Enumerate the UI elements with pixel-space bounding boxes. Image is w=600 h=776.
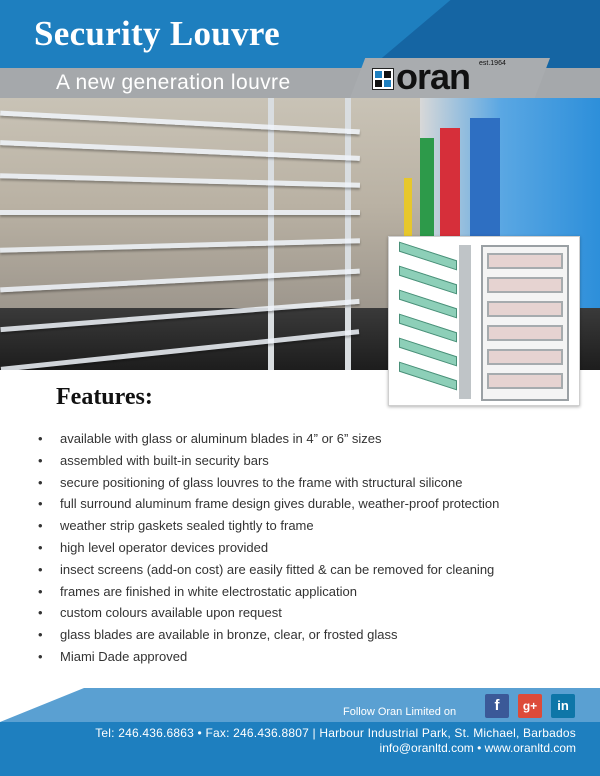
page-subtitle: A new generation louvre	[56, 71, 291, 94]
feature-item: • full surround aluminum frame design gives durable, weather-proof protection	[38, 493, 578, 515]
footer-band-light	[0, 688, 600, 722]
louvre-slat	[0, 238, 360, 252]
louvre-slat	[0, 140, 360, 161]
page-title: Security Louvre	[34, 14, 280, 53]
aluminum-frame	[459, 245, 471, 399]
louvre-pane	[487, 301, 563, 317]
glass-blade	[399, 314, 457, 343]
feature-item: • insect screens (add-on cost) are easily fitted & can be removed for cleaning	[38, 559, 578, 581]
glass-blade	[399, 242, 457, 271]
louvre-front-view	[481, 245, 569, 401]
features-list	[38, 428, 578, 668]
feature-item: • frames are finished in white electrostatic application	[38, 581, 578, 603]
linkedin-icon[interactable]: in	[551, 694, 575, 718]
follow-text: Follow Oran Limited on	[343, 706, 457, 718]
glass-blade	[399, 362, 457, 391]
feature-item: • custom colours available upon request	[38, 602, 578, 624]
logo-est: est.1964	[479, 60, 506, 67]
google-plus-icon[interactable]: g+	[518, 694, 542, 718]
glass-blade	[399, 338, 457, 367]
louvre-detail-inset	[388, 236, 580, 406]
louvre-pane	[487, 277, 563, 293]
louvre-slat	[0, 269, 360, 293]
features-heading: Features:	[56, 384, 153, 410]
glass-blade	[399, 290, 457, 319]
louvre-pane	[487, 325, 563, 341]
louvre-pane	[487, 349, 563, 365]
feature-item: • assembled with built-in security bars	[38, 450, 578, 472]
facebook-icon[interactable]: f	[485, 694, 509, 718]
feature-item: • Miami Dade approved	[38, 646, 578, 668]
louvre-pane	[487, 373, 563, 389]
window-mullion	[268, 98, 274, 370]
louvre-slat	[0, 173, 360, 187]
feature-item: • secure positioning of glass louvres to the frame with structural silicone	[38, 472, 578, 494]
logo-mark-icon	[372, 68, 394, 90]
glass-blades-side-view	[399, 245, 459, 399]
glass-blade	[399, 266, 457, 295]
contact-email-web[interactable]: info@oranltd.com • www.oranltd.com	[379, 741, 576, 755]
logo-wordmark: oran	[396, 56, 471, 97]
feature-item: • available with glass or aluminum blades in 4” or 6” sizes	[38, 428, 578, 450]
louvre-pane	[487, 253, 563, 269]
louvre-slat	[0, 210, 360, 215]
contact-phone-address: Tel: 246.436.6863 • Fax: 246.436.8807 | Harbour Industrial Park, St. Michael, Barbados	[95, 726, 576, 740]
louvre-slat	[0, 111, 360, 135]
feature-item: • glass blades are available in bronze, clear, or frosted glass	[38, 624, 578, 646]
feature-item: • high level operator devices provided	[38, 537, 578, 559]
feature-item: • weather strip gaskets sealed tightly to frame	[38, 515, 578, 537]
